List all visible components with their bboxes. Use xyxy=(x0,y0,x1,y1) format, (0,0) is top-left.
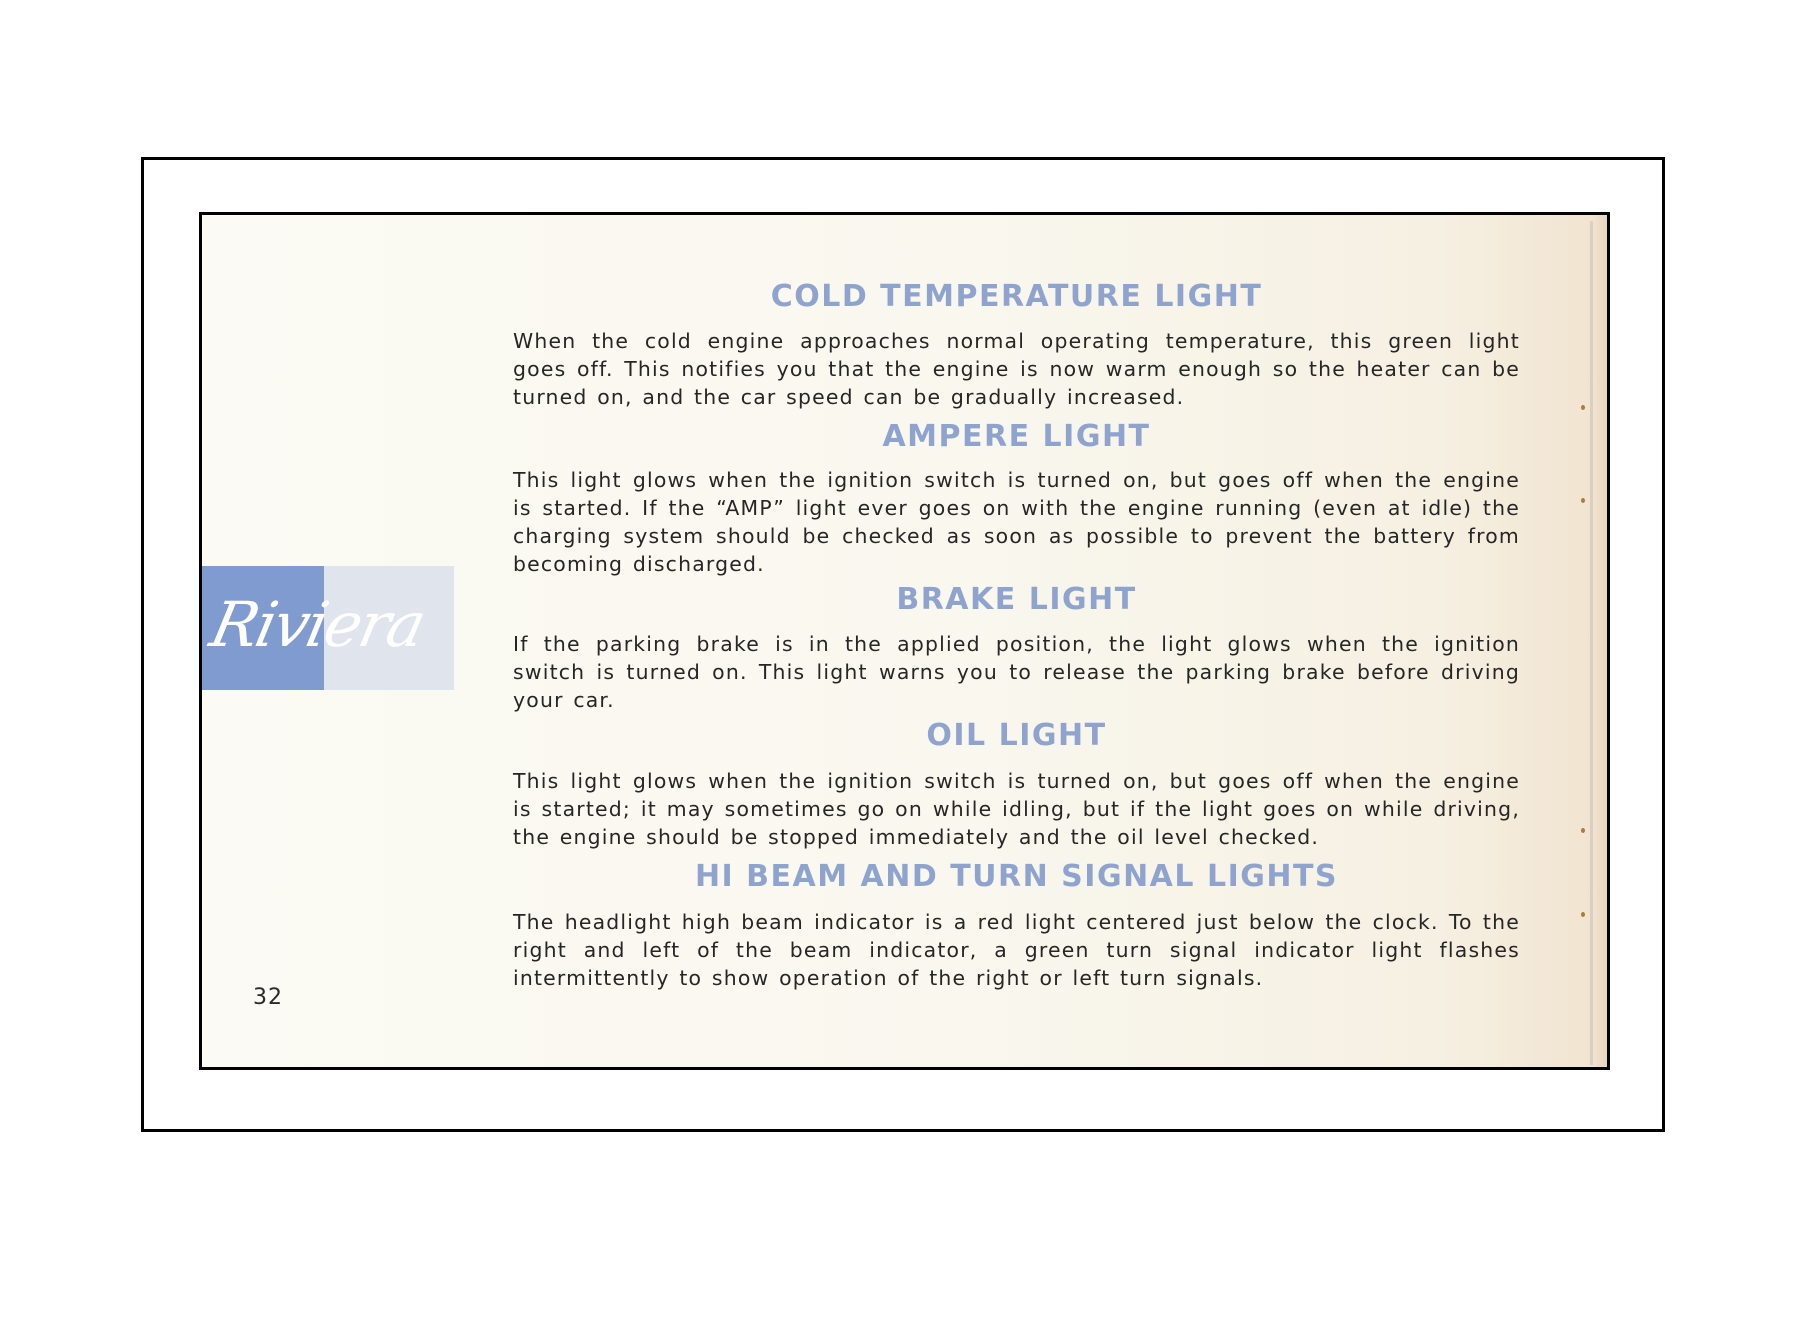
manual-page xyxy=(199,212,1610,1070)
riviera-emblem xyxy=(202,566,454,690)
rust-spot xyxy=(1581,405,1585,410)
rust-spot xyxy=(1581,828,1585,833)
section-body: This light glows when the ignition switch is turned on, but goes off when the engine is started. If the “AMP” light ever goes on with the engine running (even at idle) the charging system should be checked as soon as possible to prevent the battery from becoming discharged. xyxy=(513,468,1520,576)
riviera-logo-script: Riviera xyxy=(204,588,431,661)
section-cold-temperature-light xyxy=(513,277,1520,411)
section-heading: BRAKE LIGHT xyxy=(896,582,1137,617)
section-hi-beam-and-turn-signal-lights xyxy=(513,857,1520,992)
page-spine-line xyxy=(1590,221,1593,1065)
section-ampere-light xyxy=(513,417,1520,578)
rust-spot xyxy=(1581,498,1585,503)
section-brake-light xyxy=(513,580,1520,714)
page-number: 32 xyxy=(253,985,283,1010)
section-body: When the cold engine approaches normal operating temperature, this green light goes off. This notifies you that the engine is now warm enough so the heater can be turned on, and the car speed can be gradually increased. xyxy=(513,329,1520,409)
section-heading: COLD TEMPERATURE LIGHT xyxy=(770,279,1263,314)
section-body: The headlight high beam indicator is a red light centered just below the clock. To the right and left of the beam indicator, a green turn signal indicator light flashes intermittently to show operation of the right or left turn signals. xyxy=(513,910,1520,990)
section-heading: HI BEAM AND TURN SIGNAL LIGHTS xyxy=(694,859,1339,894)
section-oil-light xyxy=(513,716,1520,851)
rust-spot xyxy=(1581,912,1585,917)
section-body: If the parking brake is in the applied position, the light glows when the ignition switch is turned on. This light warns you to release the parking brake before driving your car. xyxy=(513,632,1520,712)
section-heading: AMPERE LIGHT xyxy=(882,419,1151,454)
section-body: This light glows when the ignition switch is turned on, but goes off when the engine is started; it may sometimes go on while idling, but if the light goes on while driving, the engine should be stopped immediately and the oil level checked. xyxy=(513,769,1520,849)
page-edge-shading xyxy=(1593,215,1607,1067)
page-content xyxy=(513,277,1520,992)
section-heading: OIL LIGHT xyxy=(926,718,1107,753)
